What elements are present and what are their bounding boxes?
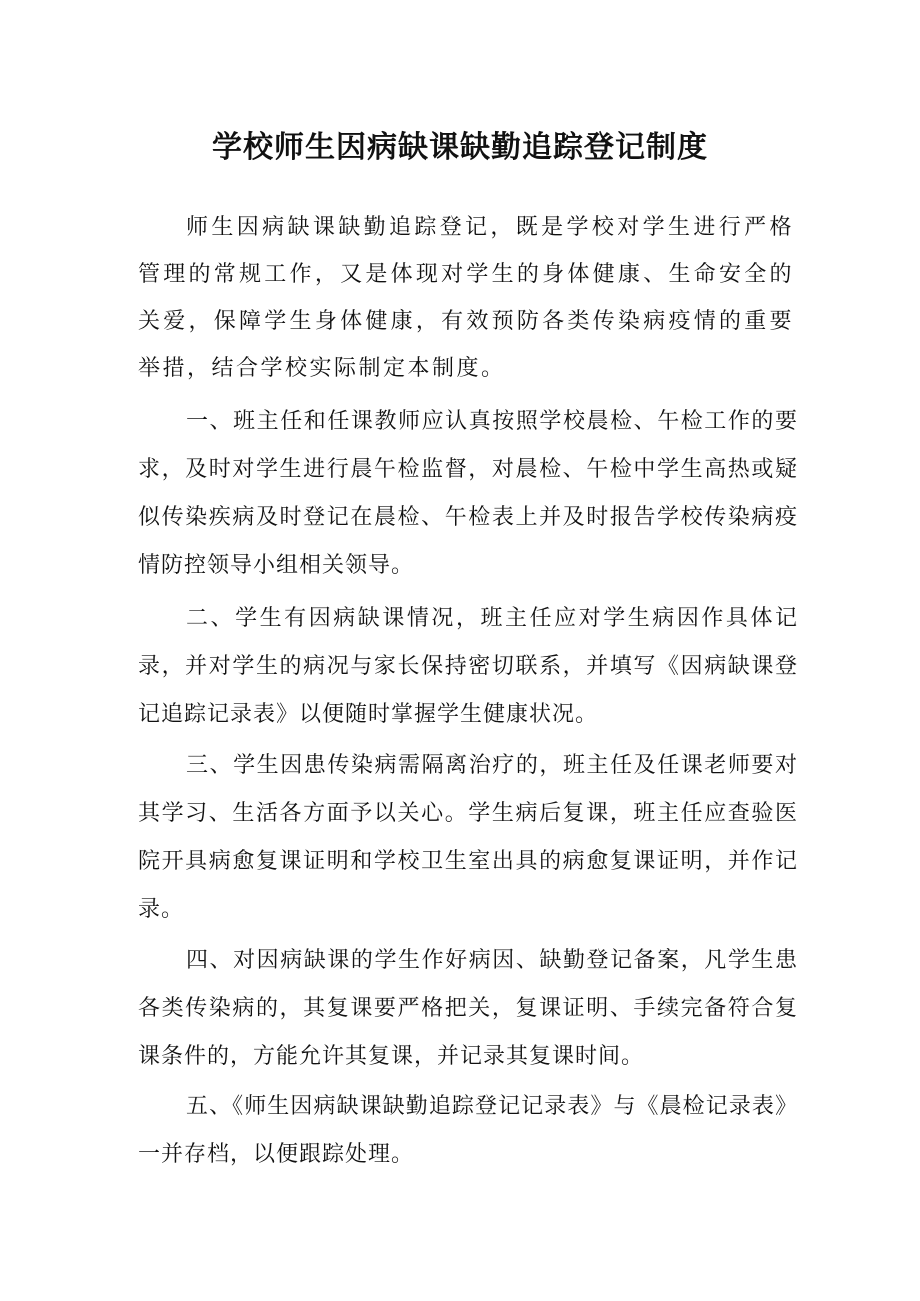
document-title: 学校师生因病缺课缺勤追踪登记制度: [212, 130, 708, 165]
clause-5: 五、《师生因病缺课缺勤追踪登记记录表》与《晨检记录表》一并存档，以便跟踪处理。: [138, 1094, 798, 1167]
clause-1: 一、班主任和任课教师应认真按照学校晨检、午检工作的要求，及时对学生进行晨午检监督，对晨检、午检中学生高热或疑似传染疾病及时登记在晨检、午检表上并及时报告学校传染病疫情防控领导小组相关领导。: [138, 409, 798, 578]
clause-4: 四、对因病缺课的学生作好病因、缺勤登记备案，凡学生患各类传染病的，其复课要严格把关，复课证明、手续完备符合复课条件的，方能允许其复课，并记录其复课时间。: [138, 948, 798, 1069]
clause-2: 二、学生有因病缺课情况，班主任应对学生病因作具体记录，并对学生的病况与家长保持密切联系，并填写《因病缺课登记追踪记录表》以便随时掌握学生健康状况。: [138, 606, 798, 727]
intro-paragraph: 师生因病缺课缺勤追踪登记，既是学校对学生进行严格管理的常规工作，又是体现对学生的身体健康、生命安全的关爱，保障学生身体健康，有效预防各类传染病疫情的重要举措，结合学校实际制定本制度。: [138, 215, 794, 381]
clause-3: 三、学生因患传染病需隔离治疗的，班主任及任课老师要对其学习、生活各方面予以关心。学生病后复课，班主任应查验医院开具病愈复课证明和学校卫生室出具的病愈复课证明，并作记录。: [138, 753, 798, 922]
